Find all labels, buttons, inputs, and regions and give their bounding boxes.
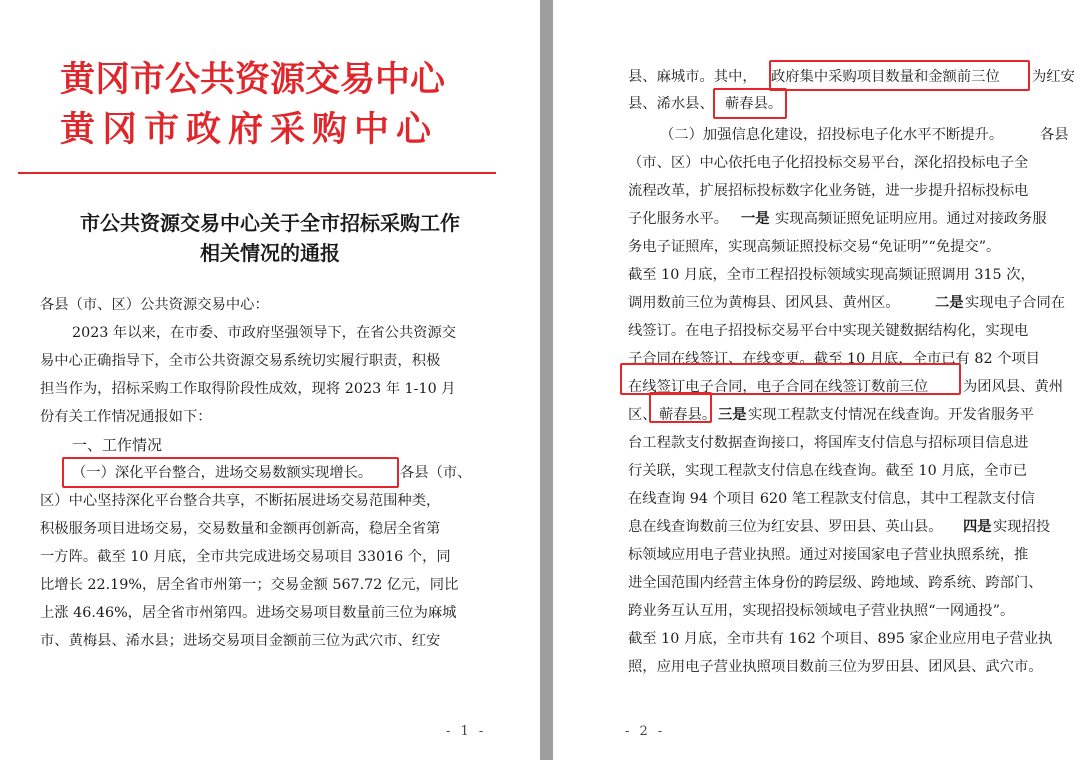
page-number: - 1 - [446,724,487,739]
body-line: 比增长 22.19%，居全省市州第一；交易金额 567.72 亿元，同比 [40,577,459,593]
bold-lead-text: 四是 [963,519,992,535]
bold-lead [935,293,964,313]
body-line: 流程改革，扩展招标投标数字化业务链，进一步提升招标投标电 [628,183,1029,199]
body-line: 份有关工作情况通报如下： [40,409,212,425]
letterhead-divider [18,172,496,174]
highlight-box [713,88,787,119]
bold-lead-text: 三是 [718,407,747,423]
highlight-box [649,392,712,423]
body-line: 各县 [1040,127,1069,143]
highlight-box [620,363,961,395]
body-line: 2023 年以来，在市委、市政府坚强领导下，在省公共资源交 [72,325,457,341]
body-line: 为红安 [1032,69,1075,85]
body-line: 易中心正确指导下，全市公共资源交易系统切实履行职责，积极 [40,353,441,369]
document-page-2 [553,0,1091,760]
body-line: 跨业务互认互用，实现招投标领域电子营业执照“一网通投”。 [628,603,1015,619]
body-line: 台工程款支付数据查询接口，将国库支付信息与招标项目信息进 [628,435,1029,451]
section-heading: 一、工作情况 [72,436,163,454]
body-line: 子合同在线签订、在线变更。截至 10 月底，全市已有 82 个项目 [628,351,1040,367]
bold-lead [741,209,770,229]
body-line: 为团风县、黄州 [963,379,1064,395]
bold-lead [963,517,992,537]
body-line: 截至 10 月底，全市共有 162 个项目、895 家企业应用电子营业执 [628,631,1053,647]
body-line: 实现高频证照免证明应用。通过对接政务服 [775,211,1047,227]
body-line: 线签订。在电子招投标交易平台中实现关键数据结构化，实现电 [628,323,1029,339]
bold-lead-text: 二是 [935,295,964,311]
highlighted-text: 在线签订电子合同，电子合同在线签订数前三位 [628,379,929,395]
page-number: - 2 - [625,724,666,739]
body-line: 区）中心坚持深化平台整合共享，不断拓展进场交易范围种类， [40,493,441,509]
body-line: 子化服务水平。 [628,211,729,227]
highlighted-text: 政府集中采购项目数量和金额前三位 [771,69,1000,85]
letterhead-line-2: 黄冈市政府采购中心 [60,109,439,150]
body-line: 一方阵。截至 10 月底，全市共完成进场交易项目 33016 个，同 [40,549,451,565]
highlight-box [769,60,1030,91]
highlighted-text: 蕲春县。 [659,407,717,423]
body-line: 进全国范围内经营主体身份的跨层级、跨地域、跨系统、跨部门、 [628,575,1043,591]
body-line: 实现工程款支付情况在线查询。开发省服务平 [748,407,1034,423]
body-line: 实现招投 [993,519,1051,535]
highlight-box [62,457,399,488]
highlighted-text: 蕲春县。 [725,96,783,112]
body-line: 息在线查询数前三位为红安县、罗田县、英山县。 [628,519,943,535]
subsection-heading: （一）深化平台整合，进场交易数额实现增长。 [72,465,373,481]
body-line: 县、浠水县、 [628,96,714,112]
body-line: 担当作为，招标采购工作取得阶段性成效，现将 2023 年 1-10 月 [40,381,456,397]
body-line: 截至 10 月底，全市工程招投标领域实现高频证照调用 315 次， [628,267,1035,283]
body-line: 县、麻城市。其中， [628,69,757,85]
bold-lead [718,405,747,425]
document-page-1 [0,0,540,760]
body-line: 标领域应用电子营业执照。通过对接国家电子营业执照系统，推 [628,547,1029,563]
body-line: 实现电子合同在 [965,295,1066,311]
body-line: （市、区）中心依托电子化招投标交易平台，深化招投标电子全 [628,155,1029,171]
body-line: 务电子证照库，实现高频证照投标交易“免证明”“免提交”。 [628,239,1001,255]
body-line: 在线查询 94 个项目 620 笔工程款支付信息，其中工程款支付信 [628,491,1035,507]
body-line: 积极服务项目进场交易，交易数量和金额再创新高，稳居全省第 [40,521,441,537]
body-line: 区、 [628,407,657,423]
body-line: 上涨 46.46%，居全省市州第四。进场交易项目数量前三位为麻城 [40,605,457,621]
subsection-heading: （二）加强信息化建设，招投标电子化水平不断提升。 [660,127,1004,143]
document-title-line-1: 市公共资源交易中心关于全市招标采购工作 [80,211,460,235]
letterhead-line-1: 黄冈市公共资源交易中心 [60,59,446,100]
bold-lead-text: 一是 [741,211,770,227]
body-line: 照，应用电子营业执照项目数前三位为罗田县、团风县、武穴市。 [628,659,1043,675]
salutation: 各县（市、区）公共资源交易中心： [40,297,269,313]
body-line: 各县（市、 [400,465,472,481]
body-line: 市、黄梅县、浠水县；进场交易项目金额前三位为武穴市、红安 [40,633,441,649]
body-line: 调用数前三位为黄梅县、团风县、黄州区。 [628,295,900,311]
body-line: 行关联，实现工程款支付信息在线查询。截至 10 月底，全市已 [628,463,1027,479]
document-title-line-2: 相关情况的通报 [200,241,340,265]
